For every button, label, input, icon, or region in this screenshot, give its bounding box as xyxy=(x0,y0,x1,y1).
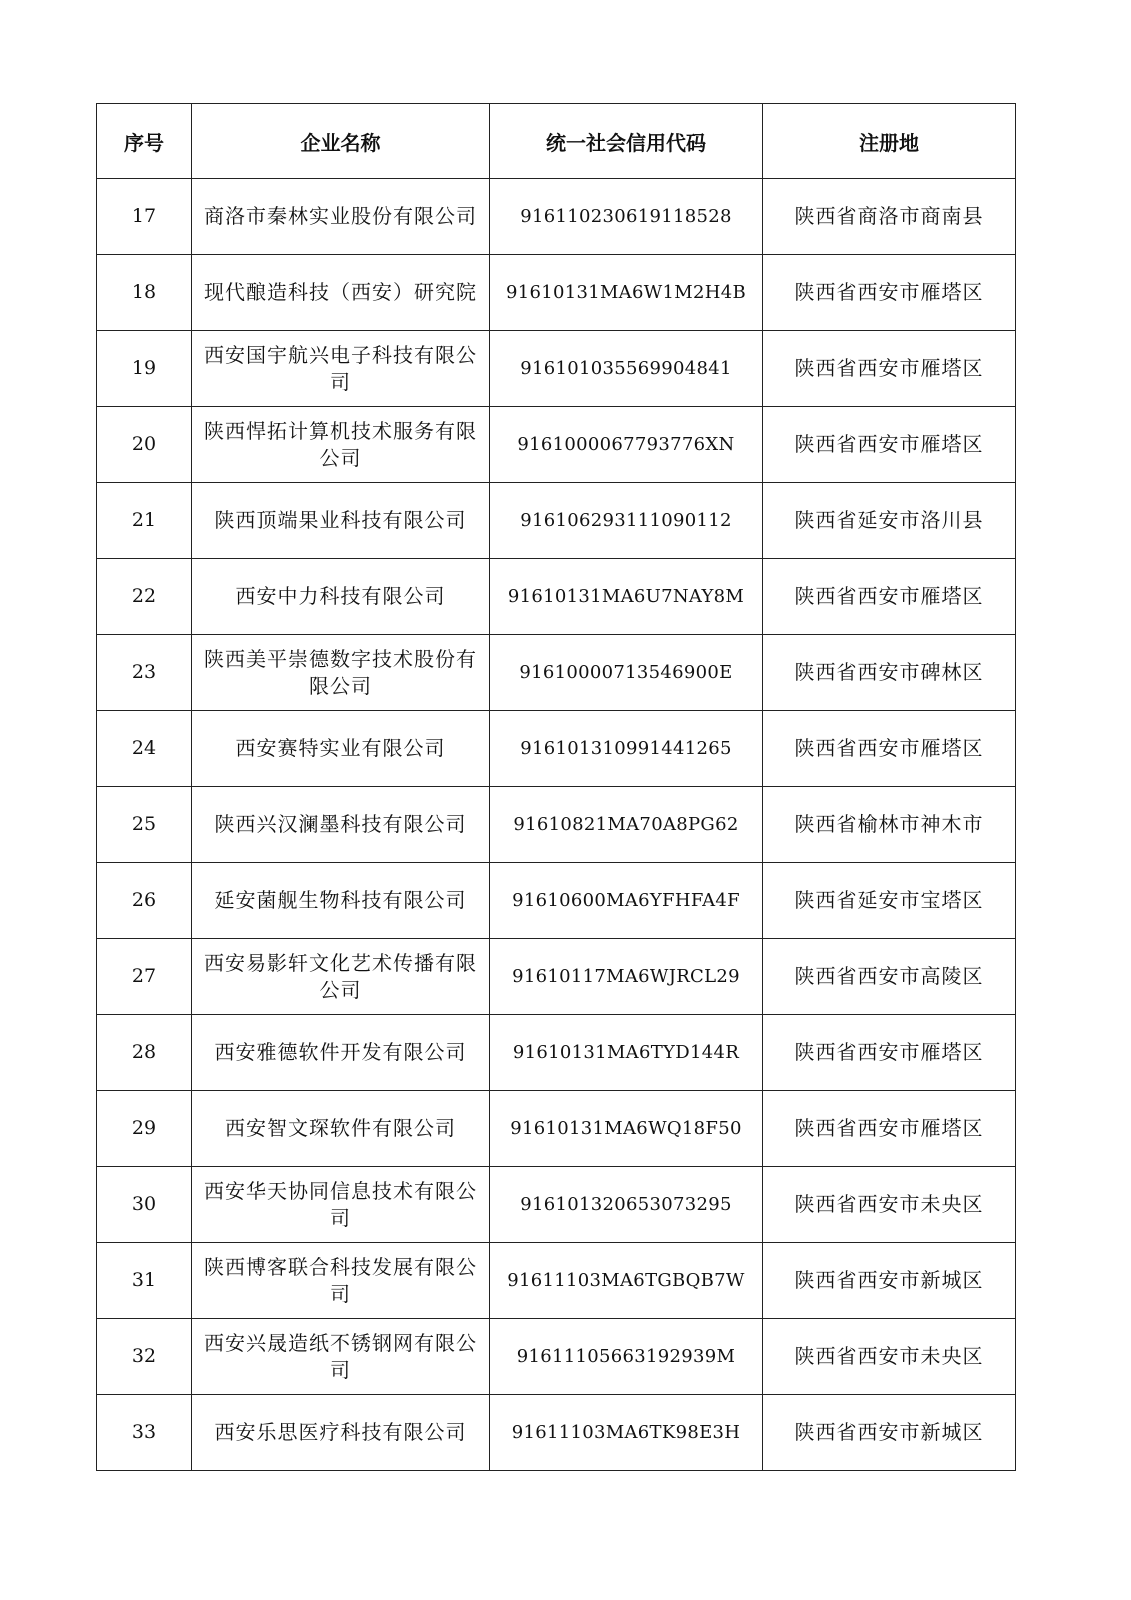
credit-code-cell: 91610131MA6TYD144R xyxy=(490,1015,763,1091)
table-row xyxy=(97,331,1016,407)
registration-place-cell: 陕西省西安市未央区 xyxy=(763,1167,1016,1243)
header-serial-number: 序号 xyxy=(97,104,192,179)
registration-place-cell: 陕西省西安市未央区 xyxy=(763,1319,1016,1395)
credit-code-cell: 91611103MA6TGBQB7W xyxy=(490,1243,763,1319)
enterprise-name-cell: 西安易影轩文化艺术传播有限公司 xyxy=(192,939,490,1015)
table-row xyxy=(97,1243,1016,1319)
enterprise-name-cell: 西安兴晟造纸不锈钢网有限公司 xyxy=(192,1319,490,1395)
registration-place-cell: 陕西省西安市新城区 xyxy=(763,1243,1016,1319)
credit-code-cell: 91610117MA6WJRCL29 xyxy=(490,939,763,1015)
header-row xyxy=(97,104,1016,179)
credit-code-cell: 91610000713546900E xyxy=(490,635,763,711)
registration-place-cell: 陕西省西安市雁塔区 xyxy=(763,255,1016,331)
registration-place-cell: 陕西省商洛市商南县 xyxy=(763,179,1016,255)
enterprise-name-cell: 西安雅德软件开发有限公司 xyxy=(192,1015,490,1091)
table-row xyxy=(97,255,1016,331)
table-row xyxy=(97,1319,1016,1395)
credit-code-cell: 91610131MA6W1M2H4B xyxy=(490,255,763,331)
enterprise-name-cell: 西安乐思医疗科技有限公司 xyxy=(192,1395,490,1471)
table-row xyxy=(97,787,1016,863)
credit-code-cell: 91610131MA6WQ18F50 xyxy=(490,1091,763,1167)
table-row xyxy=(97,559,1016,635)
enterprise-name-cell: 陕西博客联合科技发展有限公司 xyxy=(192,1243,490,1319)
credit-code-cell: 91611105663192939M xyxy=(490,1319,763,1395)
enterprise-table-container xyxy=(96,103,1016,1471)
table-body xyxy=(97,179,1016,1471)
enterprise-name-cell: 西安国宇航兴电子科技有限公司 xyxy=(192,331,490,407)
registration-place-cell: 陕西省西安市雁塔区 xyxy=(763,331,1016,407)
credit-code-cell: 916110230619118528 xyxy=(490,179,763,255)
credit-code-cell: 91611103MA6TK98E3H xyxy=(490,1395,763,1471)
credit-code-cell: 916101310991441265 xyxy=(490,711,763,787)
serial-number-cell: 27 xyxy=(97,939,192,1015)
registration-place-cell: 陕西省西安市雁塔区 xyxy=(763,711,1016,787)
serial-number-cell: 20 xyxy=(97,407,192,483)
serial-number-cell: 23 xyxy=(97,635,192,711)
table-header xyxy=(97,104,1016,179)
table-row xyxy=(97,179,1016,255)
serial-number-cell: 18 xyxy=(97,255,192,331)
serial-number-cell: 21 xyxy=(97,483,192,559)
enterprise-name-cell: 延安菌舰生物科技有限公司 xyxy=(192,863,490,939)
serial-number-cell: 25 xyxy=(97,787,192,863)
enterprise-name-cell: 陕西悍拓计算机技术服务有限公司 xyxy=(192,407,490,483)
header-registration-place: 注册地 xyxy=(763,104,1016,179)
enterprise-name-cell: 陕西顶端果业科技有限公司 xyxy=(192,483,490,559)
registration-place-cell: 陕西省西安市高陵区 xyxy=(763,939,1016,1015)
table-row xyxy=(97,711,1016,787)
table-row xyxy=(97,1395,1016,1471)
serial-number-cell: 31 xyxy=(97,1243,192,1319)
credit-code-cell: 916106293111090112 xyxy=(490,483,763,559)
registration-place-cell: 陕西省榆林市神木市 xyxy=(763,787,1016,863)
enterprise-table xyxy=(96,103,1016,1471)
header-credit-code: 统一社会信用代码 xyxy=(490,104,763,179)
table-row xyxy=(97,1091,1016,1167)
enterprise-name-cell: 西安华天协同信息技术有限公司 xyxy=(192,1167,490,1243)
table-row xyxy=(97,483,1016,559)
registration-place-cell: 陕西省西安市雁塔区 xyxy=(763,1015,1016,1091)
serial-number-cell: 22 xyxy=(97,559,192,635)
registration-place-cell: 陕西省西安市雁塔区 xyxy=(763,559,1016,635)
serial-number-cell: 26 xyxy=(97,863,192,939)
credit-code-cell: 91610821MA70A8PG62 xyxy=(490,787,763,863)
enterprise-name-cell: 西安智文琛软件有限公司 xyxy=(192,1091,490,1167)
credit-code-cell: 91610600MA6YFHFA4F xyxy=(490,863,763,939)
credit-code-cell: 916101320653073295 xyxy=(490,1167,763,1243)
table-row xyxy=(97,1015,1016,1091)
registration-place-cell: 陕西省延安市宝塔区 xyxy=(763,863,1016,939)
serial-number-cell: 24 xyxy=(97,711,192,787)
table-row xyxy=(97,635,1016,711)
serial-number-cell: 33 xyxy=(97,1395,192,1471)
enterprise-name-cell: 陕西兴汉澜墨科技有限公司 xyxy=(192,787,490,863)
header-enterprise-name: 企业名称 xyxy=(192,104,490,179)
registration-place-cell: 陕西省延安市洛川县 xyxy=(763,483,1016,559)
serial-number-cell: 19 xyxy=(97,331,192,407)
credit-code-cell: 91610131MA6U7NAY8M xyxy=(490,559,763,635)
table-row xyxy=(97,863,1016,939)
serial-number-cell: 30 xyxy=(97,1167,192,1243)
credit-code-cell: 916101035569904841 xyxy=(490,331,763,407)
registration-place-cell: 陕西省西安市雁塔区 xyxy=(763,407,1016,483)
enterprise-name-cell: 陕西美平崇德数字技术股份有限公司 xyxy=(192,635,490,711)
enterprise-name-cell: 西安赛特实业有限公司 xyxy=(192,711,490,787)
serial-number-cell: 17 xyxy=(97,179,192,255)
serial-number-cell: 28 xyxy=(97,1015,192,1091)
enterprise-name-cell: 商洛市秦林实业股份有限公司 xyxy=(192,179,490,255)
registration-place-cell: 陕西省西安市碑林区 xyxy=(763,635,1016,711)
enterprise-name-cell: 西安中力科技有限公司 xyxy=(192,559,490,635)
serial-number-cell: 29 xyxy=(97,1091,192,1167)
registration-place-cell: 陕西省西安市雁塔区 xyxy=(763,1091,1016,1167)
table-row xyxy=(97,1167,1016,1243)
table-row xyxy=(97,407,1016,483)
table-row xyxy=(97,939,1016,1015)
serial-number-cell: 32 xyxy=(97,1319,192,1395)
credit-code-cell: 9161000067793776XN xyxy=(490,407,763,483)
enterprise-name-cell: 现代酿造科技（西安）研究院 xyxy=(192,255,490,331)
registration-place-cell: 陕西省西安市新城区 xyxy=(763,1395,1016,1471)
